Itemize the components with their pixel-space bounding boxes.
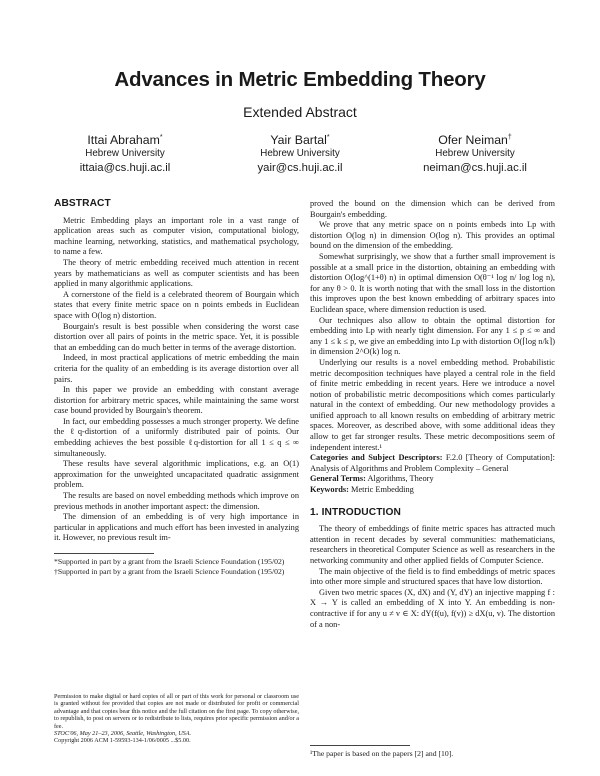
- author-mark: *: [326, 134, 330, 141]
- abstract-paragraph: In this paper we provide an embedding with constant average distortion for arbitrary metric spaces, while maintaining the same worst case bound provided by Bourgain's theorem.: [54, 385, 299, 416]
- abstract-paragraph: Bourgain's result is best possible when considering the worst case distortion over all pairs of points in the metric space. Yet, it is possible that an embedding can do much better in terms of the average distortion.: [54, 321, 299, 352]
- intro-paragraph: Given two metric spaces (X, dX) and (Y, dY) an injective mapping f : X → Y is called an embedding of X into Y. An embedding is non-contractive if for any u ≠ v ∈ X: dY(f(u), f(v)) ≥ dX(u, v). The distortion of a non-: [310, 587, 555, 629]
- author-name: Yair Bartal: [270, 133, 327, 148]
- general-terms-line: General Terms: Algorithms, Theory: [310, 474, 434, 484]
- abstract-paragraph: Indeed, in most practical applications of metric embedding the main criteria for the quality of an embedding is its average distortion over all pairs.: [54, 353, 299, 384]
- right-footnote: [310, 745, 555, 759]
- body-paragraph: proved the bound on the dimension which can be derived from Bourgain's embedding.: [310, 199, 555, 219]
- paper-subtitle: Extended Abstract: [243, 104, 357, 120]
- abstract-paragraph: The theory of metric embedding received much attention in recent years by mathematicians as well as computer scientists and has been applied in many algorithmic applications.: [54, 257, 299, 289]
- author-email[interactable]: yair@cs.huji.ac.il: [257, 162, 343, 175]
- author-email[interactable]: neiman@cs.huji.ac.il: [423, 162, 527, 175]
- body-paragraph: Somewhat surprisingly, we show that a further small improvement is possible at a small price in the distortion, obtaining an embedding with distortion O(log^(1+θ) n) in optimal dimension O(θ⁻¹ log n/ log log n), for any θ > 0. It is worth noting that with the small loss in the distortion this improves upon the best known embedding of arbitrary spaces into Euclidean space, where dimension reduction is used.: [310, 251, 555, 314]
- introduction-heading: 1. INTRODUCTION: [310, 506, 401, 518]
- author-affiliation: Hebrew University: [435, 148, 515, 160]
- author-affiliation: Hebrew University: [260, 148, 340, 160]
- keywords-line: Keywords: Metric Embedding: [310, 485, 414, 495]
- author-1: [40, 130, 210, 176]
- author-name: Ittai Abraham: [87, 133, 160, 148]
- body-paragraph: Underlying our results is a novel embedding method. Probabilistic metric decomposition techniques have played a central role in the field of finite metric embedding in recent years. Here we introduce a novel notion of probabilistic metric decompositions which comes particularly natural in the context of embedding. Our new methodology provides a unified approach to all known results on embedding of arbitrary metric spaces. Moreover, as described above, with some additional ideas they allow to get far stronger results. These metric decompositions seem of independent interest.¹: [310, 357, 555, 452]
- author-mark: †: [507, 134, 512, 141]
- footnote: *Supported in part by a grant from the Israeli Science Foundation (195/02): [54, 557, 285, 566]
- author-3: [390, 130, 560, 176]
- abstract-paragraph: The dimension of an embedding is of very high importance in particular in applications and much effort has been invested in analyzing it. However, no previous result im-: [54, 512, 299, 543]
- abstract-paragraph: A cornerstone of the field is a celebrated theorem of Bourgain which states that every finite metric space on n points embeds in Euclidean space with O(log n) distortion.: [54, 289, 299, 320]
- footnote: ¹The paper is based on the papers [2] and [10].: [310, 749, 454, 758]
- body-paragraph: We prove that any metric space on n points embeds into Lp with distortion O(log n) in dimension O(log n). This provides an optimal bound on the dimension of the embedding.: [310, 220, 555, 251]
- intro-paragraph: The main objective of the field is to find embeddings of metric spaces into other more simple and structured spaces that have low distortion.: [310, 566, 555, 587]
- author-2: [215, 130, 385, 176]
- author-affiliation: Hebrew University: [85, 148, 165, 160]
- footnote-rule: [54, 553, 154, 554]
- abstract-paragraph: In fact, our embedding possesses a much stronger property. We define the ℓq-distortion of a uniformly distributed pair of points. Our embedding achieves the best possible ℓq-distortion for all 1 ≤ q ≤ ∞ simultaneously.: [54, 416, 299, 458]
- abstract-paragraph: The results are based on novel embedding methods which improve on previous methods in another important aspect: the dimension.: [54, 491, 299, 511]
- author-block: [40, 130, 560, 176]
- author-mark: *: [159, 134, 163, 141]
- intro-paragraph: The theory of embeddings of finite metric spaces has attracted much attention in recent decades by several communities: mathematicians, researchers in theoretical Computer Science as well as researchers in the networking community and other applied fields of Computer Science.: [310, 524, 555, 565]
- venue-line: STOC'06, May 21–23, 2006, Seattle, Washington, USA.: [54, 730, 192, 738]
- author-name: Ofer Neiman: [438, 133, 508, 148]
- abstract-heading: ABSTRACT: [54, 198, 111, 209]
- footnote: †Supported in part by a grant from the Israeli Science Foundation (195/02): [54, 566, 285, 576]
- abstract-paragraph: These results have several algorithmic implications, e.g. an O(1) approximation for the unweighted uncapacitated quadratic assignment problem.: [54, 459, 299, 490]
- body-paragraph: Our techniques also allow to obtain the optimal distortion for embedding into Lp with nearly tight dimension. For any 1 ≤ p ≤ ∞ and any 1 ≤ k ≤ p, we give an embedding into Lp with distortion O(⌈log n/k⌉) in dimension 2^O(k) log n.: [310, 315, 555, 357]
- author-email[interactable]: ittaia@cs.huji.ac.il: [79, 162, 171, 175]
- left-column: [54, 199, 299, 576]
- footnote-rule: [310, 745, 410, 746]
- paper-title: Advances in Metric Embedding Theory: [114, 68, 486, 91]
- copyright-line: Copyright 2006 ACM 1-59593-134-1/06/0005 ...$5.00.: [54, 737, 191, 745]
- permission-notice: [54, 693, 299, 745]
- categories-line: Categories and Subject Descriptors: F.2.0 [Theory of Computation]: Analysis of Algorithms and Problem Complexity – General: [310, 453, 555, 473]
- abstract-paragraph: Metric Embedding plays an important role in a vast range of application areas such as computer vision, computational biology, machine learning, networking, statistics, and mathematical psychology, to name a few.: [54, 215, 299, 257]
- right-column: [310, 199, 555, 630]
- permission-text: Permission to make digital or hard copies of all or part of this work for personal or classroom use is granted without fee provided that copies are not made or distributed for profit or commercial advantage and that copies bear this notice and the full citation on the first page. To copy otherwise, to republish, to post on servers or to redistribute to lists, requires prior specific permission and/or a fee.: [54, 693, 299, 730]
